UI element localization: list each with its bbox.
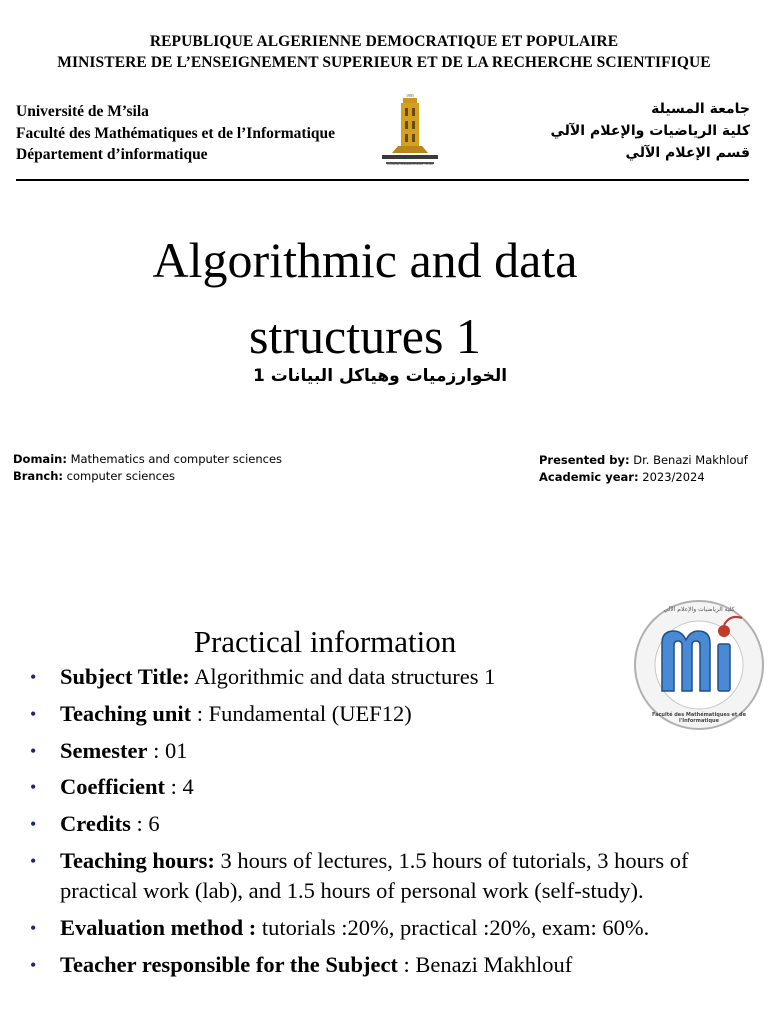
university-info-ar [550,98,750,164]
item-label: Coefficient [60,774,165,800]
bullet-icon: • [30,777,37,798]
item-label: Evaluation method : [60,914,257,940]
course-title-line1: Algorithmic and data [152,232,578,288]
branch-value: computer sciences [63,469,176,483]
university-info-fr [16,101,335,166]
list-item [30,950,750,980]
domain-label: Domain: [13,452,67,466]
item-label: Semester [60,737,148,763]
list-item [30,809,750,839]
bullet-icon: • [30,703,37,724]
university-logo [370,92,450,172]
domain-value: Mathematics and computer sciences [66,452,283,466]
university-logo-year: 1985 [406,93,414,98]
faculty-logo-ring-fr: Faculté des Mathématiques et de l'Informatique [651,712,747,724]
presented-by-label: Presented by: [539,453,630,467]
department-name-ar: قسم الإعلام الآلي [625,145,750,161]
department-name-fr: Département d’informatique [16,146,208,163]
item-value: 3 hours of lectures, 1.5 hours of tutorials, 3 hours of practical work (lab), and 1.5 hours of personal work (self-study). [60,847,689,903]
branch-label: Branch: [13,469,63,483]
presenter-info [539,452,748,486]
list-item [30,699,750,729]
university-name-fr: Université de M’sila [16,103,149,120]
item-value: tutorials :20%, practical :20%, exam: 60%. [256,914,650,940]
university-tower-logo-icon [370,92,450,172]
academic-year-value: 2023/2024 [638,470,705,484]
item-value: : 6 [130,811,160,837]
practical-info-list [30,662,750,986]
bullet-icon: • [30,917,37,938]
list-item [30,736,750,766]
list-item [30,846,750,906]
faculty-logo-ring-ar: كلية الرياضيات والإعلام الآلي [663,606,735,613]
course-title-line2: structures 1 [249,308,481,364]
course-title-arabic: الخوارزميات وهياكل البيانات 1 [252,366,508,386]
practical-info-title: Practical information [193,624,457,659]
item-value: : 01 [147,737,188,763]
bullet-icon: • [30,740,37,761]
item-value: : Benazi Makhlouf [397,951,573,977]
item-value: : Fundamental (UEF12) [191,700,412,726]
list-item [30,662,750,692]
list-item [30,772,750,802]
university-name-ar: جامعة المسيلة [651,101,750,117]
academic-year-label: Academic year: [539,470,639,484]
presented-by-value: Dr. Benazi Makhlouf [629,453,748,467]
university-logo-caption-fr: Université Mohamed Boudiaf - M'sila [387,162,433,166]
republic-header: REPUBLIQUE ALGERIENNE DEMOCRATIQUE ET POPULAIRE [149,33,619,50]
domain-branch-info [13,451,282,485]
item-label: Teaching hours: [60,847,215,873]
bullet-icon: • [30,850,37,871]
bullet-icon: • [30,954,37,975]
faculty-name-ar: كلية الرياضيات والإعلام الآلي [550,123,750,139]
item-label: Credits [60,811,131,837]
item-value: : 4 [164,774,194,800]
header-divider [16,179,749,181]
bullet-icon: • [30,667,37,687]
item-value: Algorithmic and data structures 1 [189,664,496,689]
faculty-name-fr: Faculté des Mathématiques et de l’Informatique [16,124,335,142]
university-logo-caption-ar: جامعة محمد بوضياف - المسيلة [391,154,429,158]
list-item [30,913,750,943]
course-title [40,222,690,374]
item-label: Teacher responsible for the Subject [60,951,398,977]
bullet-icon: • [30,814,37,835]
ministry-header: MINISTERE DE L’ENSEIGNEMENT SUPERIEUR ET DE LA RECHERCHE SCIENTIFIQUE [57,54,711,71]
item-label: Teaching unit [60,700,192,726]
item-label: Subject Title: [60,664,190,689]
